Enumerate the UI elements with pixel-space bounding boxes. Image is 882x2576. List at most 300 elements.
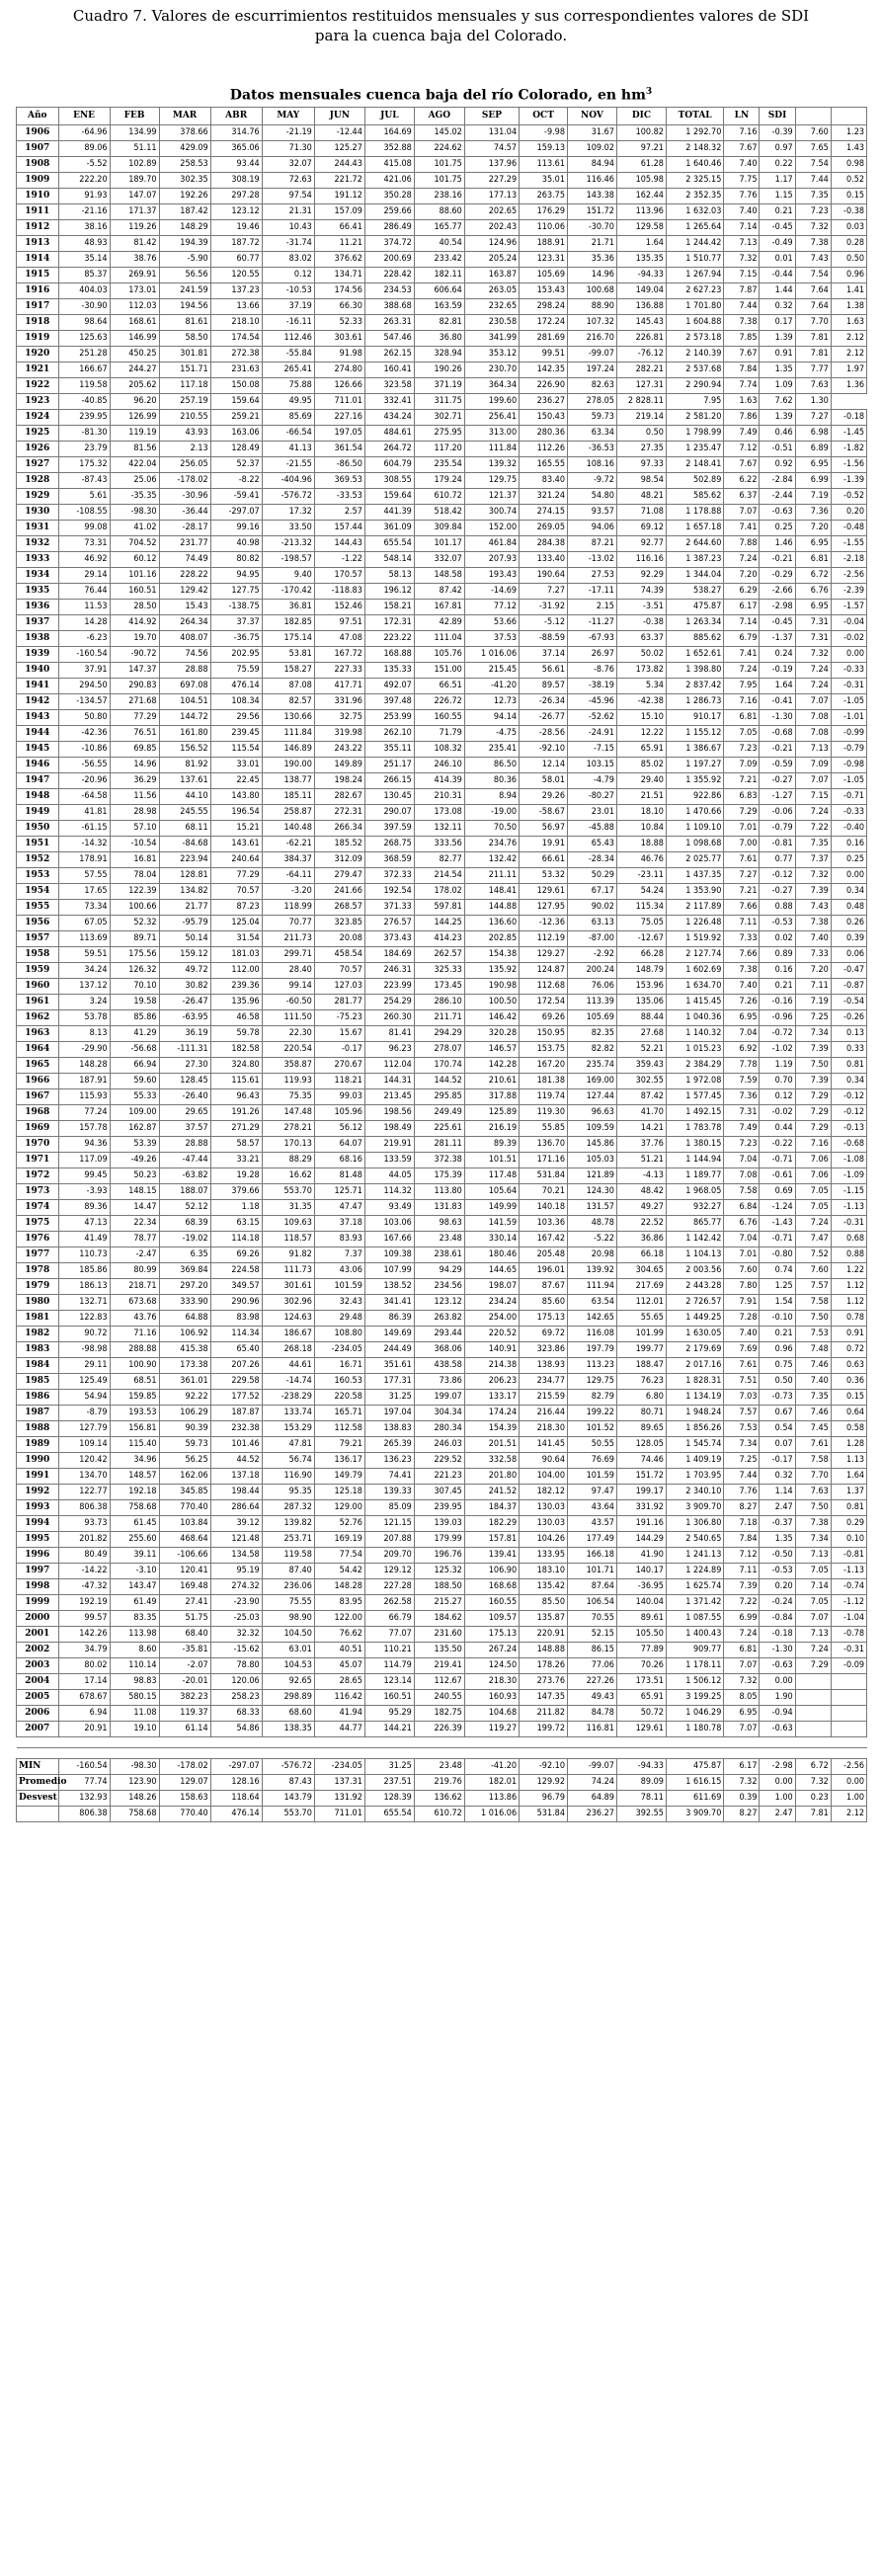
value-cell: 17.32 — [262, 505, 314, 521]
value-cell: 232.65 — [464, 299, 519, 315]
year-cell: 2001 — [17, 1627, 59, 1643]
value-cell: -62.21 — [262, 837, 314, 852]
value-cell: 66.18 — [616, 1248, 666, 1263]
table-row — [17, 489, 867, 505]
value-cell: 492.07 — [364, 679, 414, 694]
value-cell: 146.89 — [262, 742, 314, 758]
value-cell: 95.35 — [262, 1485, 314, 1500]
value-cell: 0.75 — [760, 1358, 795, 1374]
table-row — [17, 979, 867, 995]
value-cell: -36.95 — [616, 1579, 666, 1595]
value-cell: 6.95 — [795, 536, 831, 552]
value-cell: 7.45 — [795, 1421, 831, 1437]
value-cell: 7.60 — [724, 1263, 760, 1279]
year-cell: 1927 — [17, 457, 59, 473]
value-cell: -28.56 — [520, 726, 568, 742]
value-cell: 0.54 — [760, 1421, 795, 1437]
spacer-cell — [760, 1748, 795, 1759]
value-cell: 6.95 — [795, 600, 831, 615]
value-cell: 260.30 — [364, 1010, 414, 1026]
value-cell: 7.39 — [795, 884, 831, 900]
value-cell: 7.14 — [795, 1579, 831, 1595]
value-cell: 173.51 — [616, 1674, 666, 1690]
value-cell: 278.05 — [567, 394, 616, 410]
value-cell: -1.22 — [314, 552, 364, 568]
value-cell: 1.90 — [760, 1690, 795, 1706]
value-cell: 311.75 — [414, 394, 464, 410]
value-cell: 7.01 — [724, 821, 760, 837]
stat-label: Desvest — [17, 1791, 59, 1807]
value-cell: 105.50 — [616, 1627, 666, 1643]
value-cell: 167.20 — [520, 1058, 568, 1074]
value-cell: 35.36 — [567, 252, 616, 268]
value-cell: 7.47 — [795, 1232, 831, 1248]
value-cell: 301.61 — [262, 1279, 314, 1295]
value-cell: 323.85 — [314, 916, 364, 931]
value-cell: 1 353.90 — [666, 884, 723, 900]
value-cell: 239.95 — [58, 410, 110, 426]
value-cell: 300.74 — [464, 505, 519, 521]
value-cell: 441.39 — [364, 505, 414, 521]
year-cell: 1969 — [17, 1121, 59, 1137]
value-cell: 50.02 — [616, 647, 666, 663]
value-cell: -67.93 — [567, 631, 616, 647]
value-cell: 1 856.26 — [666, 1421, 723, 1437]
value-cell: -28.34 — [567, 852, 616, 868]
value-cell: 128.05 — [616, 1437, 666, 1453]
value-cell: 610.72 — [414, 1807, 464, 1822]
value-cell: 197.24 — [567, 362, 616, 378]
value-cell: 101.46 — [210, 1437, 262, 1453]
year-cell: 1961 — [17, 995, 59, 1010]
value-cell: -19.00 — [464, 805, 519, 821]
year-cell: 1906 — [17, 125, 59, 141]
value-cell: 502.89 — [666, 473, 723, 489]
value-cell: -1.08 — [831, 1153, 866, 1168]
table-row — [17, 331, 867, 347]
value-cell: 246.03 — [414, 1437, 464, 1453]
value-cell: 7.53 — [724, 1421, 760, 1437]
table-row — [17, 821, 867, 837]
value-cell: 89.71 — [110, 931, 159, 947]
value-cell: 166.67 — [58, 362, 110, 378]
value-cell: 170.57 — [314, 568, 364, 584]
value-cell: 71.79 — [414, 726, 464, 742]
value-cell: 332.07 — [414, 552, 464, 568]
value-cell: 131.57 — [567, 1200, 616, 1216]
value-cell: 112.00 — [210, 963, 262, 979]
value-cell: 7.70 — [795, 315, 831, 331]
value-cell: 7.11 — [724, 1564, 760, 1579]
value-cell: 61.28 — [616, 157, 666, 173]
value-cell: 11.08 — [110, 1706, 159, 1722]
value-cell: -134.57 — [58, 694, 110, 710]
value-cell: 349.57 — [210, 1279, 262, 1295]
value-cell: 113.23 — [567, 1358, 616, 1374]
year-cell: 1920 — [17, 347, 59, 362]
year-cell: 1930 — [17, 505, 59, 521]
value-cell: 180.46 — [464, 1248, 519, 1263]
value-cell: 6.80 — [616, 1390, 666, 1406]
value-cell: 244.49 — [364, 1342, 414, 1358]
value-cell: 185.52 — [314, 837, 364, 852]
year-cell: 1909 — [17, 173, 59, 189]
value-cell: 234.76 — [464, 837, 519, 852]
value-cell: 26.97 — [567, 647, 616, 663]
value-cell: 580.15 — [110, 1690, 159, 1706]
value-cell: 238.61 — [414, 1248, 464, 1263]
value-cell: 82.82 — [567, 1042, 616, 1058]
value-cell: 258.23 — [210, 1690, 262, 1706]
table-row — [17, 568, 867, 584]
value-cell: 7.67 — [724, 347, 760, 362]
value-cell: 125.71 — [314, 1184, 364, 1200]
table-row — [17, 1627, 867, 1643]
value-cell: 133.40 — [520, 552, 568, 568]
value-cell: 20.98 — [567, 1248, 616, 1263]
table-row — [17, 694, 867, 710]
value-cell: 83.02 — [262, 252, 314, 268]
value-cell: 1 355.92 — [666, 773, 723, 789]
value-cell: 51.11 — [110, 141, 159, 157]
year-cell: 1944 — [17, 726, 59, 742]
value-cell: 355.11 — [364, 742, 414, 758]
value-cell: 2 352.35 — [666, 189, 723, 204]
value-cell: 87.08 — [262, 679, 314, 694]
value-cell: 67.17 — [567, 884, 616, 900]
value-cell: 1 400.43 — [666, 1627, 723, 1643]
value-cell: 7.49 — [724, 426, 760, 442]
column-header: LN — [724, 108, 760, 125]
value-cell: 231.60 — [414, 1627, 464, 1643]
value-cell: 94.29 — [414, 1263, 464, 1279]
table-row — [17, 1516, 867, 1532]
value-cell: 7.95 — [724, 679, 760, 694]
value-cell: 139.03 — [414, 1516, 464, 1532]
value-cell: -0.72 — [760, 1026, 795, 1042]
value-cell: 299.71 — [262, 947, 314, 963]
value-cell: 162.44 — [616, 189, 666, 204]
value-cell: 1 437.35 — [666, 868, 723, 884]
column-header: DIC — [616, 108, 666, 125]
value-cell: 172.31 — [364, 615, 414, 631]
value-cell: 1 104.13 — [666, 1248, 723, 1263]
value-cell: -21.19 — [262, 125, 314, 141]
value-cell: 0.50 — [760, 1374, 795, 1390]
value-cell: 32.07 — [262, 157, 314, 173]
year-cell: 1978 — [17, 1263, 59, 1279]
value-cell: -15.62 — [210, 1643, 262, 1658]
value-cell: -10.53 — [262, 283, 314, 299]
value-cell: 270.67 — [314, 1058, 364, 1074]
value-cell: 7.87 — [724, 283, 760, 299]
table-row — [17, 189, 867, 204]
value-cell: 7.12 — [724, 1548, 760, 1564]
value-cell: 201.80 — [464, 1469, 519, 1485]
table-row — [17, 505, 867, 521]
value-cell: 53.66 — [464, 615, 519, 631]
value-cell: 17.65 — [58, 884, 110, 900]
table-row — [17, 1595, 867, 1611]
value-cell: 226.90 — [520, 378, 568, 394]
value-cell: 149.89 — [314, 758, 364, 773]
value-cell: 373.43 — [364, 931, 414, 947]
value-cell: 7.24 — [795, 805, 831, 821]
year-cell: 1925 — [17, 426, 59, 442]
value-cell: 234.77 — [520, 1374, 568, 1390]
value-cell: -0.41 — [760, 694, 795, 710]
value-cell: 186.67 — [262, 1327, 314, 1342]
value-cell: 7.09 — [795, 758, 831, 773]
value-cell: 161.80 — [159, 726, 210, 742]
value-cell: 182.58 — [210, 1042, 262, 1058]
value-cell: -0.18 — [760, 1627, 795, 1643]
value-cell: -1.05 — [831, 773, 866, 789]
value-cell: 0.21 — [760, 204, 795, 220]
value-cell: 148.57 — [110, 1469, 159, 1485]
value-cell: 1 519.92 — [666, 931, 723, 947]
value-cell: 199.77 — [616, 1342, 666, 1358]
value-cell: 361.54 — [314, 442, 364, 457]
value-cell: 65.91 — [616, 742, 666, 758]
value-cell: 191.16 — [616, 1516, 666, 1532]
value-cell: 1 046.29 — [666, 1706, 723, 1722]
value-cell: 8.13 — [58, 1026, 110, 1042]
value-cell: 8.60 — [110, 1643, 159, 1658]
value-cell: 38.76 — [110, 252, 159, 268]
value-cell: 163.59 — [414, 299, 464, 315]
value-cell: 148.15 — [110, 1184, 159, 1200]
value-cell: -36.53 — [567, 442, 616, 457]
value-cell: -0.31 — [831, 1216, 866, 1232]
spacer-cell — [262, 1737, 314, 1748]
value-cell: 120.41 — [159, 1564, 210, 1579]
spacer-cell — [210, 1748, 262, 1759]
value-cell: 7.21 — [724, 884, 760, 900]
value-cell: 2 117.89 — [666, 900, 723, 916]
value-cell: 111.84 — [464, 442, 519, 457]
value-cell: 272.38 — [210, 347, 262, 362]
value-cell: 74.56 — [159, 647, 210, 663]
value-cell: 0.17 — [760, 315, 795, 331]
value-cell: 143.61 — [210, 837, 262, 852]
value-cell: 162.06 — [159, 1469, 210, 1485]
value-cell: 219.76 — [414, 1775, 464, 1791]
value-cell: 140.48 — [262, 821, 314, 837]
value-cell: -23.90 — [210, 1595, 262, 1611]
value-cell: 171.37 — [110, 204, 159, 220]
value-cell: 144.43 — [314, 536, 364, 552]
column-header: MAY — [262, 108, 314, 125]
value-cell: -0.06 — [760, 805, 795, 821]
value-cell: 231.77 — [159, 536, 210, 552]
value-cell: 89.09 — [616, 1775, 666, 1791]
value-cell: 350.28 — [364, 189, 414, 204]
value-cell: -10.54 — [110, 837, 159, 852]
value-cell: 29.48 — [314, 1311, 364, 1327]
year-cell: 1993 — [17, 1500, 59, 1516]
value-cell: -19.02 — [159, 1232, 210, 1248]
year-cell: 1954 — [17, 884, 59, 900]
value-cell: 125.49 — [58, 1374, 110, 1390]
value-cell: 144.65 — [464, 1263, 519, 1279]
value-cell: -42.38 — [616, 694, 666, 710]
value-cell: 85.02 — [616, 758, 666, 773]
value-cell: 81.61 — [159, 315, 210, 331]
caption-line-1: Cuadro 7. Valores de escurrimientos restituidos mensuales y sus correspondientes valores de SDI — [72, 7, 810, 25]
value-cell: 226.72 — [414, 694, 464, 710]
value-cell: 23.79 — [58, 442, 110, 457]
value-cell: 333.90 — [159, 1295, 210, 1311]
value-cell: 78.80 — [210, 1658, 262, 1674]
value-cell: 109.38 — [364, 1248, 414, 1263]
value-cell: 0.50 — [616, 426, 666, 442]
value-cell: 43.06 — [314, 1263, 364, 1279]
value-cell: -20.96 — [58, 773, 110, 789]
value-cell: -198.57 — [262, 552, 314, 568]
value-cell: 89.61 — [616, 1611, 666, 1627]
value-cell: 1 178.11 — [666, 1658, 723, 1674]
value-cell: 476.14 — [210, 679, 262, 694]
value-cell: 7.37 — [795, 852, 831, 868]
value-cell: 422.04 — [110, 457, 159, 473]
table-row — [17, 1279, 867, 1295]
value-cell: -49.26 — [110, 1153, 159, 1168]
value-cell: -0.38 — [616, 615, 666, 631]
year-cell: 1987 — [17, 1406, 59, 1421]
value-cell: 372.38 — [414, 1153, 464, 1168]
value-cell: -8.22 — [210, 473, 262, 489]
value-cell: 142.35 — [520, 362, 568, 378]
value-cell: 274.80 — [314, 362, 364, 378]
value-cell: 585.62 — [666, 489, 723, 505]
value-cell: 331.96 — [314, 694, 364, 710]
spacer-cell — [17, 1737, 59, 1748]
value-cell: 11.56 — [110, 789, 159, 805]
value-cell: 116.42 — [314, 1690, 364, 1706]
value-cell: 7.24 — [795, 679, 831, 694]
value-cell: -99.07 — [567, 347, 616, 362]
table-row — [17, 552, 867, 568]
value-cell: 19.58 — [110, 995, 159, 1010]
value-cell: 7.41 — [724, 521, 760, 536]
value-cell: 54.94 — [58, 1390, 110, 1406]
value-cell: 323.58 — [364, 378, 414, 394]
value-cell: 43.64 — [567, 1500, 616, 1516]
value-cell: 140.18 — [520, 1200, 568, 1216]
value-cell: 64.07 — [314, 1137, 364, 1153]
spacer-cell — [724, 1748, 760, 1759]
value-cell: 7.24 — [724, 552, 760, 568]
column-header: FEB — [110, 108, 159, 125]
value-cell: 475.87 — [666, 1759, 723, 1775]
value-cell: 134.71 — [314, 268, 364, 283]
value-cell: 144.31 — [364, 1074, 414, 1089]
value-cell: 53.81 — [262, 647, 314, 663]
value-cell: 221.72 — [314, 173, 364, 189]
value-cell: 117.18 — [159, 378, 210, 394]
value-cell: 109.00 — [110, 1105, 159, 1121]
value-cell: 538.27 — [666, 584, 723, 600]
value-cell: 136.70 — [520, 1137, 568, 1153]
value-cell: 147.07 — [110, 189, 159, 204]
value-cell: 7.61 — [724, 852, 760, 868]
value-cell: 92.65 — [262, 1674, 314, 1690]
year-cell: 1955 — [17, 900, 59, 916]
value-cell: 1.28 — [831, 1437, 866, 1453]
value-cell: 136.23 — [364, 1453, 414, 1469]
year-cell: 1983 — [17, 1342, 59, 1358]
value-cell: 85.86 — [110, 1010, 159, 1026]
value-cell: 7.40 — [795, 1374, 831, 1390]
value-cell: 259.21 — [210, 410, 262, 426]
value-cell: 151.72 — [567, 204, 616, 220]
value-cell: -90.72 — [110, 647, 159, 663]
value-cell: 174.56 — [314, 283, 364, 299]
value-cell: 167.66 — [364, 1232, 414, 1248]
table-row — [17, 1674, 867, 1690]
value-cell: 0.46 — [760, 426, 795, 442]
value-cell: 245.55 — [159, 805, 210, 821]
value-cell: 7.13 — [795, 1548, 831, 1564]
value-cell: 7.70 — [795, 1469, 831, 1485]
value-cell: 25.06 — [110, 473, 159, 489]
value-cell: 65.40 — [210, 1342, 262, 1358]
value-cell: 87.64 — [567, 1579, 616, 1595]
column-header: SEP — [464, 108, 519, 125]
value-cell: 228.22 — [159, 568, 210, 584]
value-cell: 414.39 — [414, 773, 464, 789]
value-cell: -5.90 — [159, 252, 210, 268]
value-cell: 150.08 — [210, 378, 262, 394]
value-cell: 369.84 — [159, 1263, 210, 1279]
value-cell: 136.88 — [616, 299, 666, 315]
value-cell: 169.00 — [567, 1074, 616, 1089]
value-cell: -0.18 — [831, 410, 866, 426]
value-cell: 230.58 — [464, 315, 519, 331]
value-cell: 271.68 — [110, 694, 159, 710]
value-cell: -3.51 — [616, 600, 666, 615]
summary-row — [17, 1807, 867, 1822]
year-cell: 1992 — [17, 1485, 59, 1500]
value-cell: -14.32 — [58, 837, 110, 852]
value-cell: 74.46 — [616, 1453, 666, 1469]
value-cell: 143.80 — [210, 789, 262, 805]
table-row — [17, 1295, 867, 1311]
table-row — [17, 931, 867, 947]
value-cell: 7.04 — [724, 1026, 760, 1042]
value-cell: 29.11 — [58, 1358, 110, 1374]
value-cell: 0.67 — [760, 1406, 795, 1421]
value-cell: 160.51 — [110, 584, 159, 600]
value-cell: 68.51 — [110, 1374, 159, 1390]
value-cell: 192.18 — [110, 1485, 159, 1500]
value-cell: 58.57 — [210, 1137, 262, 1153]
value-cell: 217.69 — [616, 1279, 666, 1295]
value-cell: 6.94 — [58, 1706, 110, 1722]
value-cell: 211.82 — [520, 1706, 568, 1722]
value-cell: 187.87 — [210, 1406, 262, 1421]
value-cell: 107.32 — [567, 315, 616, 331]
value-cell: 111.73 — [262, 1263, 314, 1279]
value-cell: 7.44 — [795, 173, 831, 189]
value-cell: 758.68 — [110, 1807, 159, 1822]
year-cell: 1915 — [17, 268, 59, 283]
value-cell: 1 098.68 — [666, 837, 723, 852]
year-cell: 1952 — [17, 852, 59, 868]
value-cell: 182.11 — [414, 268, 464, 283]
value-cell: 15.67 — [314, 1026, 364, 1042]
